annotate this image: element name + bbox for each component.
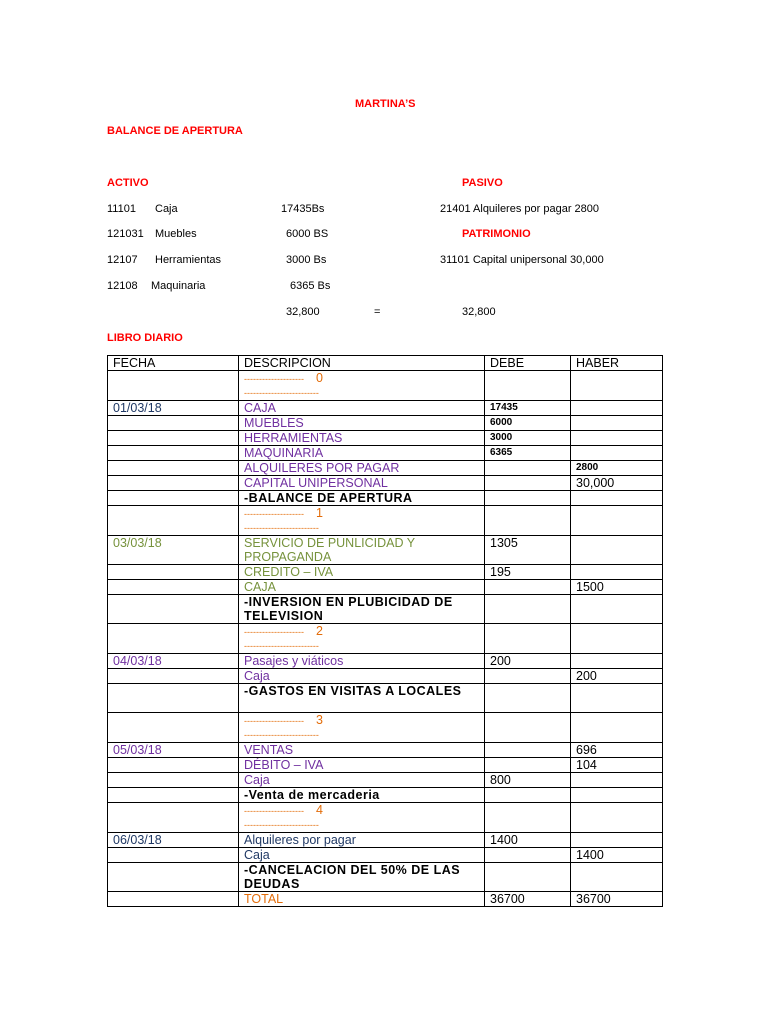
table-row [108, 565, 663, 580]
entry-debe [485, 758, 571, 773]
entry-haber [571, 416, 663, 431]
separator-dashes: -------------------- [244, 806, 304, 816]
separator-dashes: -------------------- [244, 509, 304, 519]
entry-account: CAJA [239, 580, 485, 595]
entry-debe: 195 [485, 565, 571, 580]
entry-account: MAQUINARIA [239, 446, 485, 461]
activo-code: 121031 [107, 228, 144, 240]
entry-date: 06/03/18 [108, 833, 239, 848]
balance-title: BALANCE DE APERTURA [107, 125, 243, 137]
entry-debe [485, 461, 571, 476]
activo-amount: 17435Bs [281, 203, 325, 215]
entry-date: 05/03/18 [108, 743, 239, 758]
entry-debe: 3000 [485, 431, 571, 446]
total-label: TOTAL [239, 892, 485, 907]
libro-title: LIBRO DIARIO [107, 332, 183, 344]
entry-haber [571, 446, 663, 461]
separator-row [108, 506, 663, 536]
separator-dashes: ------------------------- [244, 523, 319, 533]
entry-debe [485, 743, 571, 758]
activo-name: Caja [155, 203, 178, 215]
activo-name: Muebles [155, 228, 197, 240]
table-row [108, 491, 663, 506]
patrimonio-heading: PATRIMONIO [462, 228, 531, 240]
entry-memo: -CANCELACION DEL 50% DE LAS DEUDAS [239, 863, 485, 892]
entry-memo: -Venta de mercaderia [239, 788, 485, 803]
total-haber: 36700 [571, 892, 663, 907]
table-row [108, 833, 663, 848]
header-haber: HABER [571, 356, 663, 371]
table-row [108, 669, 663, 684]
total-pasivo: 32,800 [462, 306, 496, 318]
table-row [108, 536, 663, 565]
entry-number: 4 [315, 803, 323, 817]
separator-dashes: ------------------------- [244, 820, 319, 830]
total-activo: 32,800 [286, 306, 320, 318]
entry-account: HERRAMIENTAS [239, 431, 485, 446]
header-debe: DEBE [485, 356, 571, 371]
activo-amount: 3000 Bs [286, 254, 327, 266]
activo-heading: ACTIVO [107, 177, 149, 189]
entry-date: 04/03/18 [108, 654, 239, 669]
header-fecha: FECHA [108, 356, 239, 371]
entry-memo: -GASTOS EN VISITAS A LOCALES [239, 684, 485, 713]
table-row [108, 743, 663, 758]
activo-name: Maquinaria [151, 280, 206, 292]
activo-code: 12108 [107, 280, 138, 292]
entry-date: 03/03/18 [108, 536, 239, 565]
activo-amount: 6000 BS [286, 228, 329, 240]
entry-memo: -BALANCE DE APERTURA [239, 491, 485, 506]
entry-debe: 1400 [485, 833, 571, 848]
table-row [108, 446, 663, 461]
table-header-row [108, 356, 663, 371]
entry-haber [571, 431, 663, 446]
entry-account: SERVICIO DE PUNLICIDAD Y PROPAGANDA [239, 536, 485, 565]
entry-debe: 800 [485, 773, 571, 788]
entry-account: CAJA [239, 401, 485, 416]
separator-dashes: ------------------------- [244, 388, 319, 398]
patrimonio-line: 31101 Capital unipersonal 30,000 [440, 254, 604, 266]
table-row [108, 595, 663, 624]
entry-debe [485, 580, 571, 595]
entry-haber: 2800 [571, 461, 663, 476]
entry-haber [571, 833, 663, 848]
table-row [108, 788, 663, 803]
entry-account: Pasajes y viáticos [239, 654, 485, 669]
entry-haber [571, 536, 663, 565]
entry-account: DÉBITO – IVA [239, 758, 485, 773]
entry-memo: -INVERSION EN PLUBICIDAD DE TELEVISION [239, 595, 485, 624]
entry-haber [571, 401, 663, 416]
entry-debe: 17435 [485, 401, 571, 416]
equals-sign: = [374, 306, 381, 318]
total-debe: 36700 [485, 892, 571, 907]
table-row [108, 431, 663, 446]
entry-account: Caja [239, 848, 485, 863]
separator-row [108, 713, 663, 743]
table-row [108, 461, 663, 476]
entry-debe: 6365 [485, 446, 571, 461]
table-row [108, 476, 663, 491]
entry-number: 1 [315, 506, 323, 520]
separator-dashes: -------------------- [244, 374, 304, 384]
entry-haber [571, 565, 663, 580]
separator-dashes: ------------------------- [244, 641, 319, 651]
table-row [108, 848, 663, 863]
table-row [108, 580, 663, 595]
entry-haber [571, 773, 663, 788]
table-row [108, 654, 663, 669]
entry-haber: 696 [571, 743, 663, 758]
pasivo-line: 21401 Alquileres por pagar 2800 [440, 203, 600, 215]
total-row [108, 892, 663, 907]
entry-debe: 200 [485, 654, 571, 669]
separator-row [108, 371, 663, 401]
separator-dashes: ------------------------- [244, 730, 319, 740]
table-row [108, 416, 663, 431]
entry-number: 3 [315, 713, 323, 727]
table-row [108, 863, 663, 892]
entry-number: 0 [315, 371, 323, 385]
entry-debe [485, 476, 571, 491]
entry-haber: 200 [571, 669, 663, 684]
entry-account: CAPITAL UNIPERSONAL [239, 476, 485, 491]
separator-dashes: -------------------- [244, 627, 304, 637]
entry-account: Caja [239, 669, 485, 684]
header-descripcion: DESCRIPCION [239, 356, 485, 371]
table-row [108, 684, 663, 713]
entry-account: ALQUILERES POR PAGAR [239, 461, 485, 476]
entry-haber: 1500 [571, 580, 663, 595]
activo-name: Herramientas [155, 254, 222, 266]
separator-row [108, 624, 663, 654]
separator-dashes: -------------------- [244, 716, 304, 726]
entry-debe: 1305 [485, 536, 571, 565]
entry-account: Alquileres por pagar [239, 833, 485, 848]
activo-code: 12107 [107, 254, 138, 266]
pasivo-heading: PASIVO [462, 177, 503, 189]
table-row [108, 401, 663, 416]
activo-code: 11101 [107, 203, 136, 215]
journal-table [107, 355, 663, 907]
company-title: MARTINA’S [355, 98, 416, 110]
entry-account: VENTAS [239, 743, 485, 758]
separator-row [108, 803, 663, 833]
entry-haber: 104 [571, 758, 663, 773]
entry-debe: 6000 [485, 416, 571, 431]
entry-date: 01/03/18 [108, 401, 239, 416]
entry-haber: 1400 [571, 848, 663, 863]
table-row [108, 773, 663, 788]
activo-amount: 6365 Bs [290, 280, 331, 292]
table-row [108, 758, 663, 773]
entry-haber [571, 654, 663, 669]
entry-account: Caja [239, 773, 485, 788]
entry-account: MUEBLES [239, 416, 485, 431]
entry-haber: 30,000 [571, 476, 663, 491]
entry-number: 2 [315, 624, 323, 638]
entry-account: CREDITO – IVA [239, 565, 485, 580]
entry-debe [485, 848, 571, 863]
entry-debe [485, 669, 571, 684]
